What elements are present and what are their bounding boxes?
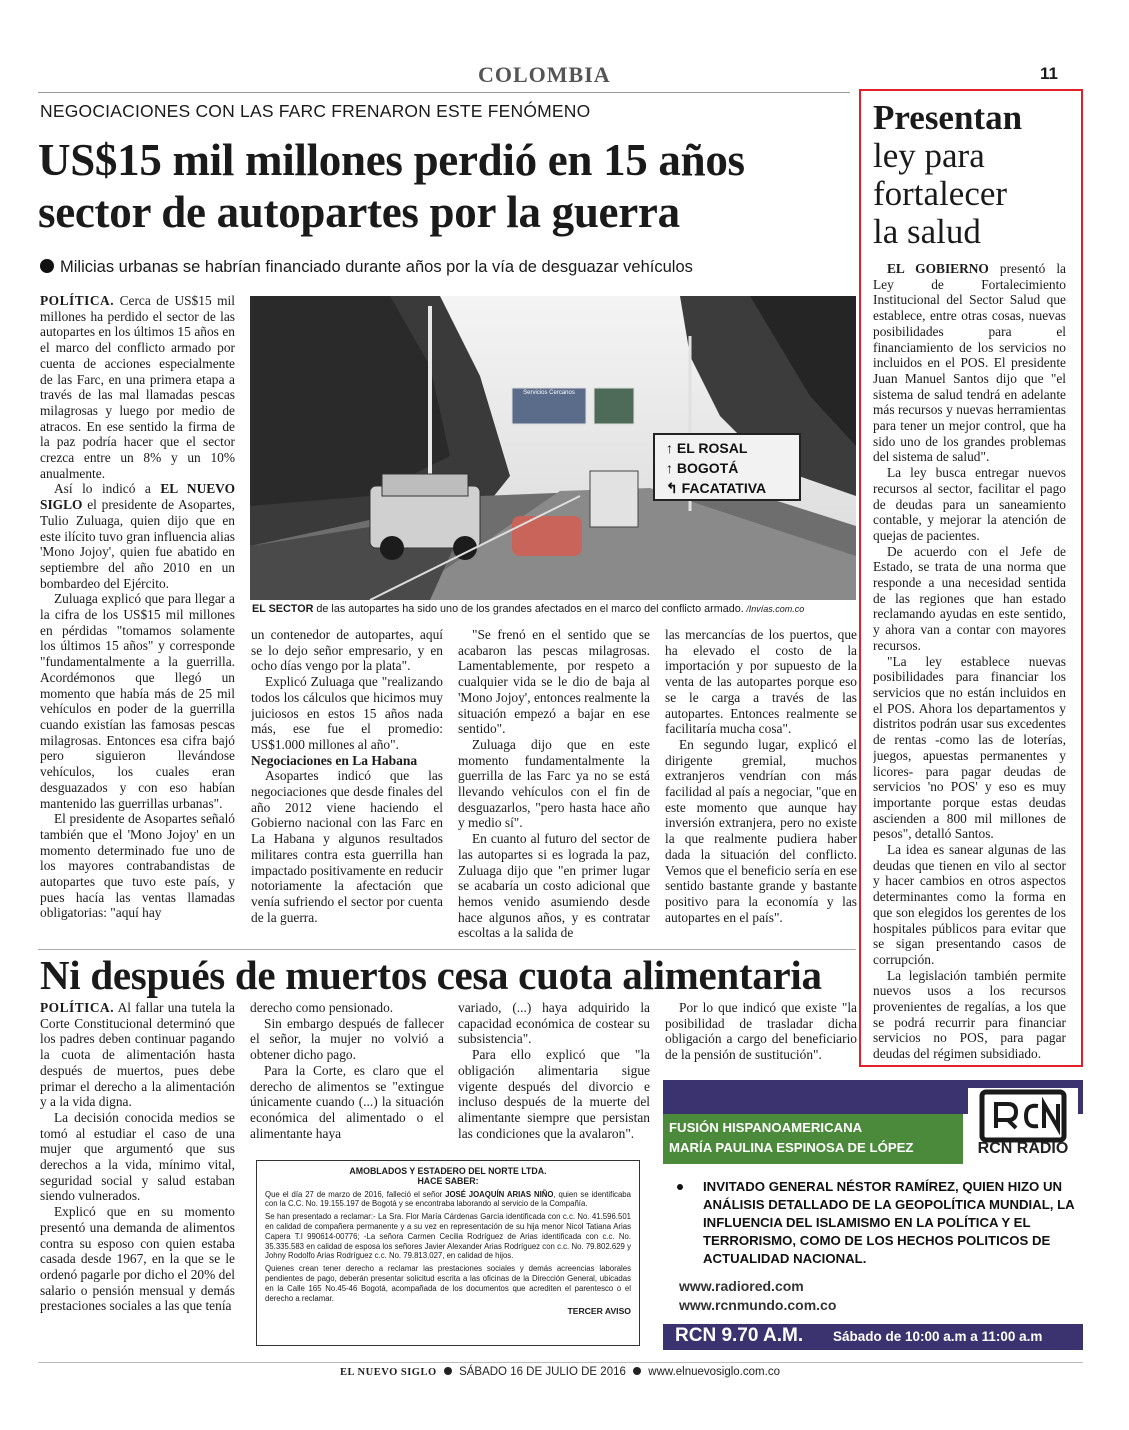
paragraph: Por lo que indicó que existe "la posibilidad de trasladar dicha obligación a cargo del beneficiario de la pensión de sustitución". bbox=[665, 1000, 857, 1063]
ad-schedule: Sábado de 10:00 a.m a 11:00 a.m bbox=[833, 1329, 1043, 1344]
dateline: POLÍTICA. bbox=[40, 1000, 115, 1015]
paragraph: las mercancías de los puertos, que ha elevado el costo de la importación y por supuesto de la venta de las autopartes porque eso se le carga a través de las autopartes. Entonces realmente se facilitaría mucha cosa". bbox=[665, 627, 857, 737]
headline bbox=[38, 134, 745, 238]
main-column-3 bbox=[458, 627, 650, 949]
arrow-up-icon: ↑ bbox=[666, 440, 673, 456]
paragraph: Para ello explicó que "la obligación alimentaria sigue vigente después del divorcio e incluso después de la muerte del alimentante siempre que persistan las condiciones que la avalaron". bbox=[458, 1047, 650, 1141]
notice-paragraph: Que el día 27 de marzo de 2016, falleció el señor JOSÉ JOAQUÍN ARIAS NIÑO, quien se identificaba con la C.C. No. 19.155.197 de Bogotá y se encontraba laborando al servicio de la Compañía. bbox=[265, 1189, 631, 1209]
legal-notice bbox=[256, 1160, 640, 1346]
second-headline: Ni después de muertos cesa cuota alimentaria bbox=[40, 952, 822, 998]
caption-lead: EL SECTOR bbox=[252, 603, 314, 615]
notice-footer: TERCER AVISO bbox=[567, 1306, 631, 1317]
paragraph: La decisión conocida medios se tomó al estudiar el caso de una mujer que argumentó que sus derechos a la vida, mínimo vital, seguridad social y salud estaban siendo vulnerados. bbox=[40, 1109, 235, 1204]
ad-url[interactable]: www.rcnmundo.com.co bbox=[679, 1297, 837, 1313]
paragraph: Para la Corte, es claro que el derecho de alimentos se "extingue únicamente cuando (...) la situación económica del alimentado o el alimentante haya bbox=[250, 1062, 444, 1141]
headline-line-2: sector de autopartes por la guerra bbox=[38, 187, 680, 237]
caption-credit: /Invías.com.co bbox=[743, 604, 805, 614]
paragraph: Explicó Zuluaga que "realizando todos los cálculos que hicimos muy juiciosos en estos 15 años nada más, ese fue el promedio: US$1.000 millones al año". bbox=[251, 674, 443, 752]
main-column-4 bbox=[665, 627, 857, 949]
program-line: FUSIÓN HISPANOAMERICANA bbox=[669, 1120, 863, 1135]
ad-url[interactable]: www.radiored.com bbox=[679, 1278, 804, 1294]
sidebar-headline-line: fortalecer bbox=[873, 174, 1008, 213]
paragraph: Cerca de US$15 mil millones ha perdido el sector de las autopartes en los últimos 15 años en el marco del conflicto armado por cuenta de acciones especialmente de las Farc, en una primera etapa a través de las mal llamadas pescas milagrosas y luego por medio de atracos. En ese sentido la firma de la paz podría hacer que el sector crezca entre un 8% y un 10% anualmente. bbox=[40, 293, 235, 481]
program-line: MARÍA PAULINA ESPINOSA DE LÓPEZ bbox=[669, 1140, 914, 1155]
paragraph: "Se frenó en el sentido que se acabaron las pescas milagrosas. Lamentablemente, por respeto a cualquier vida se le dio de baja al 'Mono Jojoy', entonces realmente la situación empezó a bajar en ese sentido". bbox=[458, 627, 650, 737]
photo-overhead-sign: Servicios Cercanos bbox=[523, 390, 575, 396]
paragraph: Explicó que en su momento presentó una demanda de alimentos contra su esposo con quien estaba casada desde 1967, en la que se le ordenó pagarle por dicho el 20% del salario o pensión mensual y demás prestaciones sociales a las que tenía bbox=[40, 1204, 235, 1314]
article-photo bbox=[250, 296, 856, 600]
paragraph: La ley busca entregar nuevos recursos al sector, facilitar el pago de deudas para un saneamiento contable, y mejorar la atención de quejas de pacientes. bbox=[873, 465, 1066, 543]
road-sign-line: ↑ BOGOTÁ bbox=[666, 460, 739, 476]
rcn-logo-text bbox=[968, 1088, 970, 1089]
notice-hace-saber: HACE SABER: bbox=[417, 1175, 479, 1186]
sidebar-headline-line: la salud bbox=[873, 212, 981, 251]
u-turn-icon: ↰ bbox=[666, 480, 678, 496]
rcn-ad bbox=[663, 1080, 1083, 1352]
paragraph: Sin embargo después de fallecer el señor, la mujer no volvió a obtener dicho pago. bbox=[250, 1015, 444, 1063]
road-sign-line: ↑ EL ROSAL bbox=[666, 440, 748, 456]
bullet-icon bbox=[40, 259, 54, 273]
paragraph: En segundo lugar, explicó el dirigente gremial, muchos extranjeros vendrían con más facilidad al país a negociar, "que en este momento que aunque hay inversión extranjera, pero no existe la que realmente pudiera haber dada la situación del conflicto. Vemos que el beneficio sería en ese sentido bastante grande y bastante positivo para la economía y las autopartes en el país". bbox=[665, 736, 857, 925]
caption-text: de las autopartes ha sido uno de los grandes afectados en el marco del conflicto armado. bbox=[313, 603, 744, 615]
photo-road-sign bbox=[666, 438, 766, 498]
footer-rule bbox=[38, 1362, 1083, 1363]
main-column-2 bbox=[251, 627, 443, 949]
section-title: COLOMBIA bbox=[478, 62, 611, 87]
bullet-icon bbox=[633, 1367, 641, 1375]
rcn-logo bbox=[968, 1088, 1078, 1144]
ad-bullet bbox=[677, 1178, 1077, 1268]
subheading: Negociaciones en La Habana bbox=[251, 752, 418, 768]
kicker: NEGOCIACIONES CON LAS FARC FRENARON ESTE FENÓMENO bbox=[40, 101, 591, 121]
dateline: POLÍTICA. bbox=[40, 293, 115, 308]
notice-paragraph: Se han presentado a reclamar:- La Sra. Flor María Cárdenas García identificada con c.c. No. 41.596.501 en calidad de compañera permanente y a su vez en representación de su hija menor Nicol Tatiana Arias Capera T.I 990614-00776; -La señora Carmen Cecilia Rodríguez de Arias identificada con c.c. No. 35.335.583 en calidad de esposa los señores Javier Alexander Arias Rodríguez con c.c. No. 79.802.629 y Johny Rodolfo Arias Rodríguez c.c. No. 79.813.027, en calidad de hijos. bbox=[265, 1212, 631, 1261]
paragraph: Asopartes indicó que las negociaciones que desde finales del año 2012 viene haciendo el Gobierno nacional con las Farc en La Habana y algunos resultados militares contra esta guerrilla han impactado positivamente en reducir notoriamente la afectación que venía sufriendo el sector por cuenta de la guerra. bbox=[251, 768, 443, 925]
section-rule bbox=[38, 949, 856, 950]
footer-date: SÁBADO 16 DE JULIO DE 2016 bbox=[459, 1366, 626, 1378]
footer-paper-name: EL NUEVO SIGLO bbox=[340, 1367, 437, 1378]
photo-caption bbox=[252, 603, 856, 615]
footer-url[interactable]: www.elnuevosiglo.com.co bbox=[648, 1366, 780, 1378]
ad-station: RCN 9.70 A.M. bbox=[675, 1325, 804, 1346]
paragraph: Al fallar una tutela la Corte Constitucional determinó que los padres deben continuar pagando la cuota de alimentación hasta después de muertos, pues debe primar el derecho a la alimentación y a la vida digna. bbox=[40, 1000, 235, 1110]
road-sign-line: ↰ FACATATIVA bbox=[666, 480, 767, 496]
second-column-2 bbox=[250, 1000, 444, 1150]
notice-paragraph: Quienes crean tener derecho a reclamar las prestaciones sociales y demás acreencias laborales pendientes de pago, deberán presentar solicitud escrita a las oficinas de la Dirección General, ubicadas en la Calle 165 No.45-46 Bogotá, acompañada de los documentos que acrediten el parentesco o el derecho a reclamar. bbox=[265, 1264, 631, 1303]
rcn-radio-label: RCN RADIO bbox=[977, 1140, 1069, 1157]
ad-program-title bbox=[669, 1118, 959, 1158]
second-column-4 bbox=[665, 1000, 857, 1070]
paragraph: La idea es sanear algunas de las deudas que tienen en vilo al sector y hacer cambios en otros aspectos determinantes como la forma en que son elegidos los gerentes de los hospitales públicos para evitar que se sigan presentando casos de corrupción. bbox=[873, 842, 1066, 967]
paragraph: Zuluaga dijo que en este momento fundamentalmente la guerrilla de las Farc ya no se está llevando vehículos con el fin de desguazarlos, "pero hasta hace año y medio sí". bbox=[458, 736, 650, 831]
paragraph: EL GOBIERNO presentó la Ley de Fortalecimiento Institucional del Sector Salud que establece, entre otras cosas, nuevas posibilidades para el financiamiento de los servicios no incluidos en el POS. El presidente Juan Manuel Santos dijo que "el sistema de salud tendrá en adelante más recursos y nuevas herramientas para tener un mejor control, que ha sido uno de los grandes problemas del sistema de salud". bbox=[873, 261, 1066, 465]
bullet-icon bbox=[444, 1367, 452, 1375]
sidebar-column bbox=[873, 261, 1066, 1061]
page-footer bbox=[340, 1366, 780, 1378]
paragraph: El presidente de Asopartes señaló también que el 'Mono Jojoy' en un momento determinado fue uno de los mayores contrabandistas de autopartes que tuvo este país, y pues hacía las ventas llamadas obligatorias: "aquí hay bbox=[40, 811, 235, 921]
paragraph: La legislación también permite nuevos usos a los recursos provenientes de regalías, a los que se podrá recurrir para financiar servicios no POS, para pagar deudas del régimen subsidiado. bbox=[873, 967, 1066, 1061]
arrow-up-icon: ↑ bbox=[666, 460, 673, 476]
notice-company: AMOBLADOS Y ESTADERO DEL NORTE LTDA. bbox=[349, 1166, 547, 1176]
paragraph: "La ley establece nuevas posibilidades para financiar los servicios que no están incluidos en el POS. Ahora los departamentos y distritos podrán usar sus excedentes de rentas -como las de loterías, juegos, apuestas permanentes y licores- para pagar deudas de servicios 'no POS' y eso es muy importante porque estas deudas ascienden a 800 mil millones de pesos", detalló Santos. bbox=[873, 653, 1066, 842]
headline-line-1: US$15 mil millones perdió en 15 años bbox=[38, 135, 745, 185]
second-column-3 bbox=[458, 1000, 650, 1150]
deck-text: Milicias urbanas se habrían financiado durante años por la vía de desguazar vehículos bbox=[60, 258, 693, 276]
sidebar-headline bbox=[873, 99, 1073, 251]
ad-bullet-text: INVITADO GENERAL NÉSTOR RAMÍREZ, QUIEN HIZO UN ANÁLISIS DETALLADO DE LA GEOPOLÍTICA MUNDIAL, LA INFLUENCIA DEL ISLAMISMO EN LA POLÍTICA Y EL TERRORISMO, COMO DE LOS HECHOS POLITICOS DE ACTUALIDAD NACIONAL. bbox=[703, 1179, 1075, 1266]
paragraph: derecho como pensionado. bbox=[250, 1000, 394, 1015]
second-column-1 bbox=[40, 1000, 235, 1352]
paragraph: Zuluaga explicó que para llegar a la cifra de los US$15 mil millones en pérdidas "tomamos solamente los últimos 15 años" y corresponde "fundamentalmente a la guerrilla. Acordémonos que llegó un momento que había más de 25 mil vehículos en poder de la guerrilla cuando existían las famosas pescas milagrosas. Entonces esa cifra bajó pero siguieron llevándose vehículos, los cuales eran desguazados y con eso habían mantenido las guerrillas urbanas". bbox=[40, 591, 235, 811]
paragraph: variado, (...) haya adquirido la capacidad económica de costear su subsistencia". bbox=[458, 1000, 650, 1047]
deck bbox=[40, 258, 693, 277]
header-rule bbox=[38, 92, 850, 93]
bullet-icon bbox=[677, 1184, 683, 1190]
paragraph: Así lo indicó a EL NUEVO SIGLO el presidente de Asopartes, Tulio Zuluaga, quien dijo que en este ilícito tuvo gran influencia alias 'Mono Jojoy', quien fue abatido en septiembre del año 2010 en un bombardeo del Ejército. bbox=[40, 481, 235, 591]
page-number: 11 bbox=[1040, 64, 1058, 83]
sidebar-headline-line: ley para bbox=[873, 136, 985, 175]
sidebar-lead: EL GOBIERNO bbox=[887, 261, 989, 276]
main-column-1 bbox=[40, 293, 235, 949]
paragraph: un contenedor de autopartes, aquí se lo dejo señor empresario, y en ocho días vengo por la plata". bbox=[251, 627, 443, 674]
paragraph: En cuanto al futuro del sector de las autopartes si es lograda la paz, Zuluaga dijo que "en primer lugar se acabaría un costo adicional que hemos venido asumiendo desde hace algunos años, y es contratar escoltas a la salida de bbox=[458, 831, 650, 941]
paragraph: De acuerdo con el Jefe de Estado, se trata de una norma que responde a una necesidad sentida de las regiones que han estado reclamando ayudas en este sentido, y ahora van a contar con mayores recursos. bbox=[873, 543, 1066, 653]
sidebar-headline-line: Presentan bbox=[873, 98, 1023, 137]
